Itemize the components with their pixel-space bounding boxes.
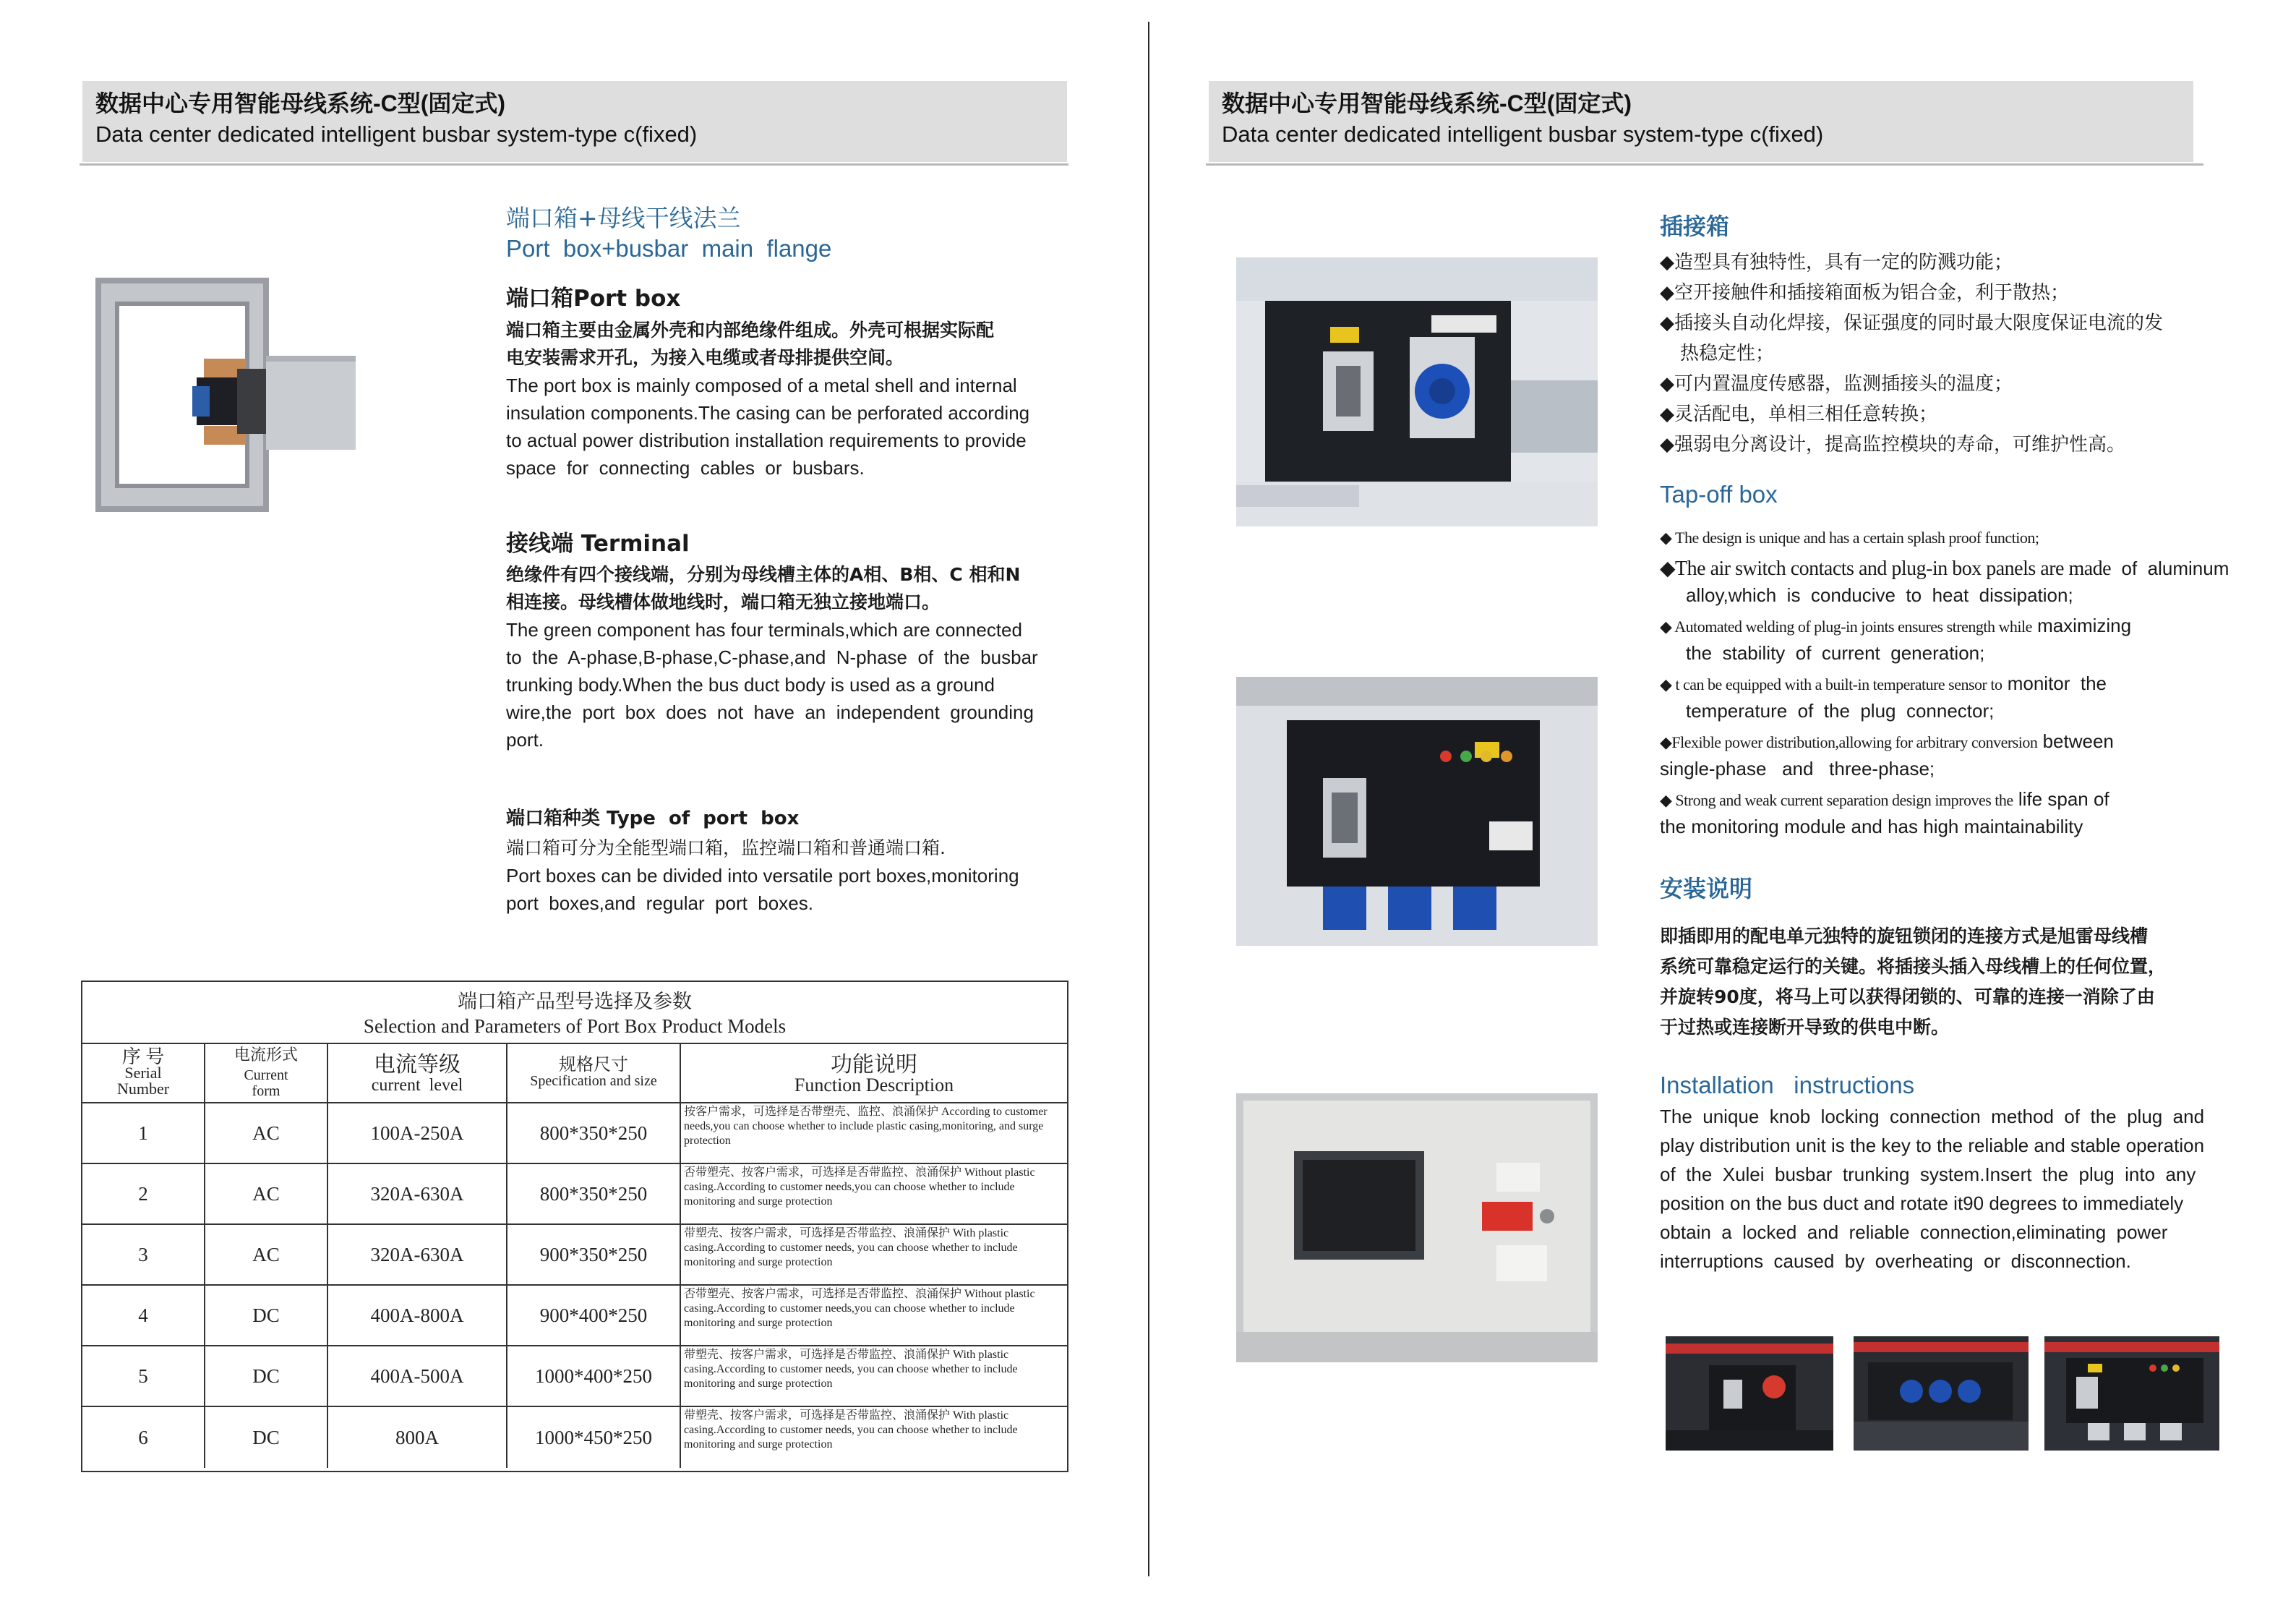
cell-form: DC bbox=[205, 1286, 328, 1345]
terminal-zh-2: 相连接。母线槽体做地线时，端口箱无独立接地端口。 bbox=[506, 591, 941, 612]
cell-size: 1000*400*250 bbox=[507, 1346, 681, 1406]
section-title-zh: 端口箱+母线干线法兰 bbox=[506, 204, 741, 232]
table-row bbox=[82, 1103, 1067, 1164]
list-item: ◆ Strong and weak current separation design improves the life span of the monitoring module and has high maintainability bbox=[1660, 788, 2109, 837]
port-box-en-2: insulation components.The casing can be perforated according bbox=[506, 402, 1030, 424]
cell-level: 320A-630A bbox=[328, 1225, 507, 1284]
list-item: ◆造型具有独特性，具有一定的防溅功能； bbox=[1660, 252, 2013, 273]
header-title-en: Data center dedicated intelligent busbar system-type c(fixed) bbox=[95, 121, 698, 147]
install-zh-title: 安装说明 bbox=[1660, 875, 1753, 902]
install-en-5: obtain a locked and reliable connection,eliminating power bbox=[1660, 1221, 2168, 1243]
install-en-title: Installation instructions bbox=[1660, 1072, 1915, 1098]
terminal-zh-1: 绝缘件有四个接线端，分别为母线槽主体的A相、B相、C 相和N bbox=[506, 564, 1021, 585]
cell-size: 800*350*250 bbox=[507, 1103, 681, 1163]
terminal-en-4: wire,the port box does not have an independent grounding bbox=[506, 701, 1034, 723]
th-serial: 序 号 Serial Number bbox=[82, 1044, 205, 1102]
table-caption-en: Selection and Parameters of Port Box Product Models bbox=[363, 1015, 787, 1037]
cell-size: 800*350*250 bbox=[507, 1164, 681, 1223]
header-title-zh: 数据中心专用智能母线系统-C型(固定式) bbox=[1222, 90, 1632, 116]
list-item: ◆ t can be equipped with a built-in temperature sensor to monitor the temperature of the plug connector; bbox=[1660, 672, 2107, 722]
list-item: ◆可内置温度传感器，监测插接头的温度； bbox=[1660, 373, 2013, 395]
th-function: 功能说明 Function Description bbox=[794, 1053, 954, 1095]
install-en-section bbox=[1660, 1069, 2238, 1276]
table-row bbox=[82, 1346, 1067, 1407]
list-item: ◆空开接触件和插接箱面板为铝合金，利于散热； bbox=[1660, 282, 2069, 304]
terminal-en-2: to the A-phase,B-phase,C-phase,and N-phase of the busbar bbox=[506, 646, 1038, 668]
th-current-level: 电流等级 current level bbox=[328, 1044, 507, 1102]
terminal-en-5: port. bbox=[506, 729, 544, 751]
type-en-2: port boxes,and regular port boxes. bbox=[506, 892, 813, 914]
cell-form: DC bbox=[205, 1346, 328, 1406]
tap-off-en-title: Tap-off box bbox=[1660, 481, 1778, 508]
cell-serial: 6 bbox=[82, 1407, 205, 1468]
port-box-image bbox=[95, 278, 356, 512]
port-box-section bbox=[506, 281, 1077, 482]
terminal-en-3: trunking body.When the bus duct body is used as a ground bbox=[506, 674, 995, 696]
cell-size: 900*350*250 bbox=[507, 1225, 681, 1284]
list-item: ◆ Automated welding of plug-in joints ensures strength while maximizing the stability of current generation; bbox=[1660, 615, 2132, 664]
type-en-1: Port boxes can be divided into versatile port boxes,monitoring bbox=[506, 865, 1019, 887]
port-box-zh-2: 电安装需求开孔，为接入电缆或者母排提供空间。 bbox=[506, 347, 904, 368]
tap-off-zh-list bbox=[1660, 247, 2238, 460]
cell-size: 1000*450*250 bbox=[507, 1407, 681, 1468]
header-title-en: Data center dedicated intelligent busbar system-type c(fixed) bbox=[1222, 121, 1824, 147]
install-photo-2 bbox=[1854, 1336, 2029, 1451]
port-box-heading: 端口箱Port box bbox=[506, 286, 681, 312]
table-row bbox=[82, 1164, 1067, 1225]
list-item: ◆灵活配电，单相三相任意转换； bbox=[1660, 403, 1937, 425]
port-box-en-4: space for connecting cables or busbars. bbox=[506, 457, 865, 479]
cell-desc: 否带塑壳、按客户需求，可选择是否带监控、浪涌保护 Without plastic casing.According to customer needs,you can choose whether to include monitoring and surge protection bbox=[684, 1288, 1035, 1329]
section-title-en: Port box+busbar main flange bbox=[506, 235, 832, 262]
table-row bbox=[82, 1407, 1067, 1468]
install-en-1: The unique knob locking connection method of the plug and bbox=[1660, 1106, 2205, 1127]
cell-serial: 3 bbox=[82, 1225, 205, 1284]
port-box-zh-1: 端口箱主要由金属外壳和内部绝缘件组成。外壳可根据实际配 bbox=[506, 320, 995, 341]
install-zh-1: 即插即用的配电单元独特的旋钮锁闭的连接方式是旭雷母线槽 bbox=[1660, 926, 2149, 947]
cell-form: AC bbox=[205, 1164, 328, 1223]
page-header-right bbox=[1209, 81, 2193, 162]
install-en-4: position on the bus duct and rotate it90 degrees to immediately bbox=[1660, 1192, 2184, 1214]
terminal-section bbox=[506, 526, 1077, 753]
list-item: ◆The air switch contacts and plug-in box panels are made of aluminum alloy,which is conducive to heat dissipation; bbox=[1660, 558, 2229, 606]
tap-off-zh-title: 插接箱 bbox=[1660, 213, 1730, 240]
cell-level: 400A-800A bbox=[328, 1286, 507, 1345]
install-en-3: of the Xulei busbar trunking system.Insert the plug into any bbox=[1660, 1163, 2196, 1185]
cell-desc: 按客户需求，可选择是否带塑壳、监控、浪涌保护 According to customer needs,you can choose whether to include plastic casing,monitoring, and surge protection bbox=[684, 1106, 1048, 1147]
install-photo-3 bbox=[2044, 1336, 2219, 1451]
th-spec-size: 规格尺寸 Specification and size bbox=[507, 1044, 681, 1102]
header-title-zh: 数据中心专用智能母线系统-C型(固定式) bbox=[95, 90, 506, 116]
tap-off-en-list bbox=[1660, 524, 2238, 840]
page-header-left bbox=[82, 81, 1067, 162]
tap-off-box-photo-1 bbox=[1236, 257, 1598, 526]
th-current-form: 电流形式 Current form bbox=[205, 1044, 328, 1102]
list-item: ◆ The design is unique and has a certain splash proof function; bbox=[1660, 529, 2039, 547]
cell-desc: 否带塑壳、按客户需求，可选择是否带监控、浪涌保护 Without plastic casing.According to customer needs,you can choose whether to include monitoring and surge protection bbox=[684, 1166, 1035, 1208]
cell-serial: 1 bbox=[82, 1103, 205, 1163]
table-caption bbox=[82, 982, 1067, 1044]
list-item: ◆Flexible power distribution,allowing for arbitrary conversion between single-phase and three-phase; bbox=[1660, 730, 2114, 779]
right-page bbox=[1148, 0, 2296, 1606]
cell-form: AC bbox=[205, 1225, 328, 1284]
type-section bbox=[506, 803, 1077, 917]
port-box-en-3: to actual power distribution installation requirements to provide bbox=[506, 430, 1027, 451]
header-rule bbox=[1206, 163, 2203, 166]
section-title bbox=[506, 202, 831, 263]
cell-size: 900*400*250 bbox=[507, 1286, 681, 1345]
install-photo-1 bbox=[1666, 1336, 1833, 1451]
table-header-row bbox=[82, 1044, 1067, 1103]
install-en-2: play distribution unit is the key to the reliable and stable operation bbox=[1660, 1135, 2205, 1156]
type-heading: 端口箱种类 Type of port box bbox=[506, 808, 800, 829]
cell-level: 320A-630A bbox=[328, 1164, 507, 1223]
cell-desc: 带塑壳、按客户需求，可选择是否带监控、浪涌保护 With plastic casing.According to customer needs, you can choose whether to include monitoring and surge protection bbox=[684, 1409, 1018, 1451]
cell-level: 100A-250A bbox=[328, 1103, 507, 1163]
monitoring-panel-photo bbox=[1236, 1093, 1598, 1362]
cell-serial: 2 bbox=[82, 1164, 205, 1223]
type-zh: 端口箱可分为全能型端口箱，监控端口箱和普通端口箱. bbox=[506, 837, 946, 858]
cell-level: 400A-500A bbox=[328, 1346, 507, 1406]
terminal-heading: 接线端 Terminal bbox=[506, 531, 690, 557]
cell-desc: 带塑壳、按客户需求，可选择是否带监控、浪涌保护 With plastic casing.According to customer needs, you can choose whether to include monitoring and surge protection bbox=[684, 1227, 1018, 1268]
tap-off-box-photo-2 bbox=[1236, 677, 1598, 946]
port-box-en-1: The port box is mainly composed of a metal shell and internal bbox=[506, 375, 1017, 396]
cell-form: AC bbox=[205, 1103, 328, 1163]
cell-level: 800A bbox=[328, 1407, 507, 1468]
list-item: ◆插接头自动化焊接，保证强度的同时最大限度保证电流的发 bbox=[1660, 312, 2163, 334]
cell-desc: 带塑壳、按客户需求，可选择是否带监控、浪涌保护 With plastic casing.According to customer needs, you can choose whether to include monitoring and surge protection bbox=[684, 1349, 1018, 1390]
cell-serial: 5 bbox=[82, 1346, 205, 1406]
port-box-model-table bbox=[81, 981, 1068, 1472]
table-caption-zh: 端口箱产品型号选择及参数 bbox=[458, 991, 692, 1012]
tap-off-en-section bbox=[1660, 477, 2238, 844]
cell-serial: 4 bbox=[82, 1286, 205, 1345]
table-row bbox=[82, 1286, 1067, 1346]
tap-off-zh-section bbox=[1660, 210, 2238, 460]
install-zh-3: 并旋转90度，将马上可以获得闭锁的、可靠的连接一消除了由 bbox=[1660, 986, 2155, 1007]
install-zh-2: 系统可靠稳定运行的关键。将插接头插入母线槽上的任何位置， bbox=[1660, 956, 2167, 977]
install-zh-4: 于过热或连接断开导致的供电中断。 bbox=[1660, 1017, 1950, 1038]
list-item: ◆强弱电分离设计，提高监控模块的寿命，可维护性高。 bbox=[1660, 434, 2125, 456]
list-item: 热稳定性； bbox=[1680, 343, 1775, 364]
header-rule bbox=[80, 163, 1068, 166]
cell-form: DC bbox=[205, 1407, 328, 1468]
install-zh-section bbox=[1660, 872, 2238, 1043]
table-row bbox=[82, 1225, 1067, 1286]
terminal-en-1: The green component has four terminals,which are connected bbox=[506, 619, 1022, 641]
install-en-6: interruptions caused by overheating or disconnection. bbox=[1660, 1250, 2131, 1272]
